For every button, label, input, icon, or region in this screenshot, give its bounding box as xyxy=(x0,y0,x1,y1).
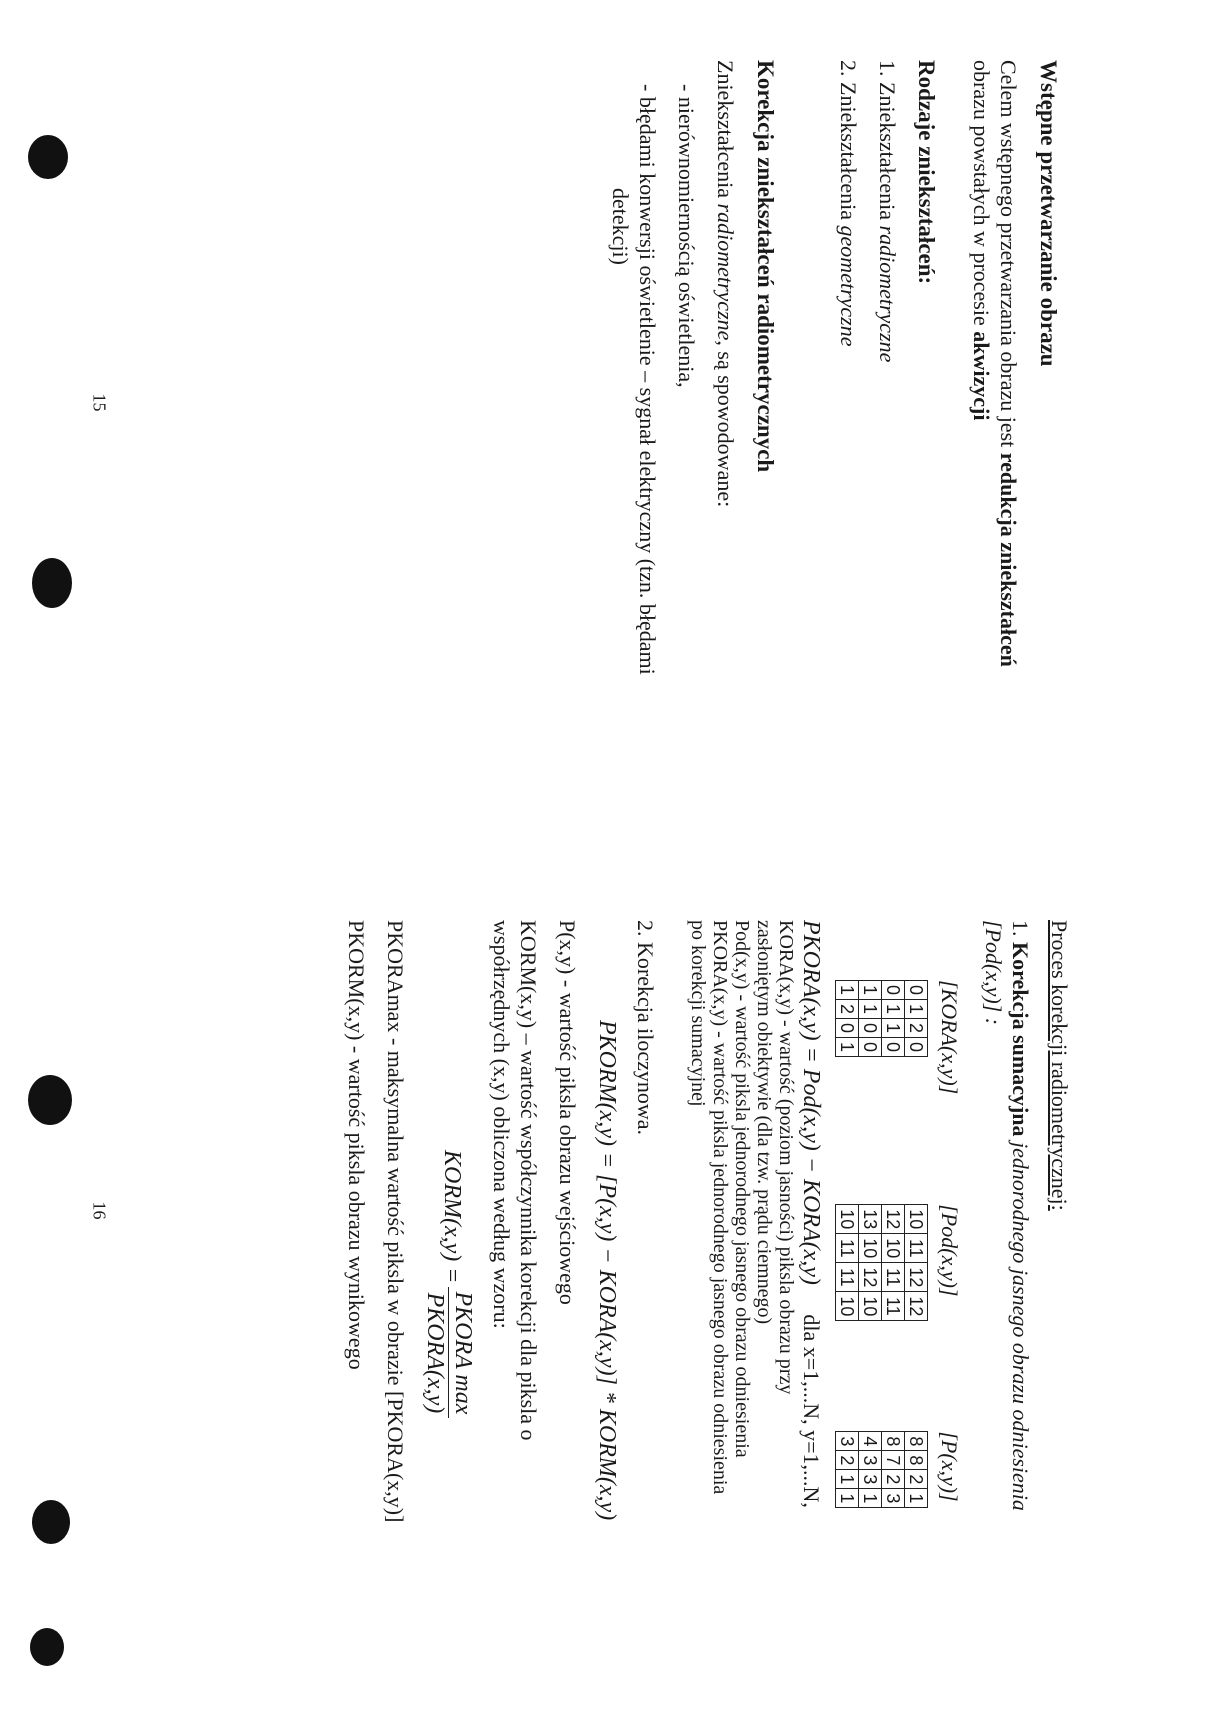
g-kora-table xyxy=(835,980,928,1057)
table-cell: 0 xyxy=(882,981,905,1000)
table-row xyxy=(859,981,882,1057)
table-cell: 10 xyxy=(859,1292,882,1321)
table-cell: 11 xyxy=(836,1263,859,1292)
table-row xyxy=(882,1205,905,1321)
page-title: Wstępne przetwarzanie obrazu xyxy=(1036,60,1061,367)
table-cell: 4 xyxy=(859,1432,882,1451)
grid-pod xyxy=(835,1204,962,1321)
def-pkora-2: po korekcji sumacyjnej xyxy=(687,920,709,1107)
table-row xyxy=(882,981,905,1057)
table-row xyxy=(859,1205,882,1321)
bullet-2-cont: detekcji) xyxy=(608,188,634,265)
table-cell: 0 xyxy=(905,981,928,1000)
table-row xyxy=(836,1432,859,1508)
table-cell: 1 xyxy=(905,1000,928,1019)
table-cell: 3 xyxy=(836,1432,859,1451)
table-cell: 1 xyxy=(836,1038,859,1057)
page-right xyxy=(343,920,1073,1700)
grid-label: [P(x,y)] xyxy=(937,1431,962,1502)
table-cell: 0 xyxy=(859,1038,882,1057)
table-cell: 1 xyxy=(882,1000,905,1019)
bullet-2: - błędami konwersji oświetlenie – sygnał elektryczny (tzn. błędami xyxy=(635,84,661,675)
binder-hole xyxy=(32,1500,70,1544)
table-cell: 11 xyxy=(905,1234,928,1263)
table-cell: 1 xyxy=(882,1019,905,1038)
binder-hole xyxy=(28,1075,72,1125)
table-cell: 7 xyxy=(882,1451,905,1470)
table-cell: 11 xyxy=(882,1263,905,1292)
table-row xyxy=(905,981,928,1057)
page-left xyxy=(607,60,1062,850)
table-row xyxy=(882,1432,905,1508)
table-cell: 10 xyxy=(836,1205,859,1234)
types-heading: Rodzaje zniekształceń: xyxy=(914,60,940,285)
table-cell: 10 xyxy=(836,1292,859,1321)
table-cell: 10 xyxy=(905,1205,928,1234)
table-row xyxy=(859,1432,882,1508)
table-cell: 8 xyxy=(882,1432,905,1451)
def-korm: KORM(x,y) – wartość współczynnika korekcji dla piksla o xyxy=(516,920,541,1441)
table-cell: 8 xyxy=(905,1432,928,1451)
def-pod: Pod(x,y) - wartość piksla jednorodnego jasnego obrazu odniesienia xyxy=(731,920,753,1458)
def-kora-2: zasłoniętym obiektywie (dla tzw. prądu ciemnego) xyxy=(753,920,775,1325)
table-cell: 12 xyxy=(905,1263,928,1292)
type-item-1: 1. Zniekształcenia radiometryczne xyxy=(874,60,900,363)
table-cell: 3 xyxy=(859,1470,882,1489)
type-item-2: 2. Zniekształcenia geometryczne xyxy=(835,60,861,347)
formula-1: PKORA(x,y) = Pod(x,y) − KORA(x,y) dla x=1,...N, y=1,...N, xyxy=(798,920,824,1508)
binder-hole xyxy=(30,1628,64,1666)
page-number-right: 16 xyxy=(89,1201,110,1220)
binder-hole xyxy=(32,558,72,608)
binder-hole xyxy=(28,135,68,179)
table-cell: 8 xyxy=(905,1451,928,1470)
process-heading: Proces korekcji radiometrycznej: xyxy=(1047,920,1072,1211)
grid-row xyxy=(835,980,962,1700)
table-cell: 1 xyxy=(836,1489,859,1508)
table-cell: 1 xyxy=(836,1470,859,1489)
table-cell: 12 xyxy=(905,1292,928,1321)
caused-line: Zniekształcenia radiometryczne, są spowodowane: xyxy=(713,60,739,508)
table-cell: 3 xyxy=(882,1489,905,1508)
table-cell: 2 xyxy=(836,1451,859,1470)
table-row xyxy=(836,1205,859,1321)
table-cell: 10 xyxy=(859,1234,882,1263)
bullet-1: - nierównomiernością oświetlenia, xyxy=(674,84,700,388)
table-cell: 0 xyxy=(859,1019,882,1038)
page-number-left: 15 xyxy=(89,393,110,412)
item-1-line2: [Pod(x,y)] : xyxy=(981,920,1006,1026)
table-row xyxy=(836,981,859,1057)
def-korm-2: współrzędnych (x,y) obliczona według wzoru: xyxy=(489,920,514,1329)
correction-heading: Korekcja zniekształceń radiometrycznych xyxy=(752,60,778,473)
grid-label: [KORA(x,y)] xyxy=(937,980,962,1095)
table-cell: 3 xyxy=(859,1451,882,1470)
table-cell: 1 xyxy=(836,981,859,1000)
table-cell: 2 xyxy=(905,1470,928,1489)
table-cell: 13 xyxy=(859,1205,882,1234)
grid-label: [Pod(x,y)] xyxy=(937,1204,962,1297)
table-cell: 2 xyxy=(882,1470,905,1489)
formula-2: PKORM(x,y) = [P(x,y) − KORA(x,y)] * KORM(x,y) xyxy=(594,1020,620,1521)
table-cell: 2 xyxy=(905,1019,928,1038)
grid-p xyxy=(835,1431,962,1508)
table-cell: 1 xyxy=(859,1489,882,1508)
table-cell: 0 xyxy=(905,1038,928,1057)
g-pod-table xyxy=(835,1204,928,1321)
table-cell: 10 xyxy=(882,1234,905,1263)
item-1: 1. Korekcja sumacyjna jednorodnego jasnego obrazu odniesienia xyxy=(1008,920,1033,1511)
def-max: PKORAmax - maksymalna wartość piksla w obrazie [PKORA(x,y)] xyxy=(383,920,408,1523)
table-cell: 1 xyxy=(859,981,882,1000)
table-row xyxy=(905,1432,928,1508)
table-row xyxy=(905,1205,928,1321)
def-kora: KORA(x,y) - wartość (poziom jasności) piksla obrazu przy xyxy=(775,920,797,1395)
intro-paragraph: Celem wstępnego przetwarzania obrazu jest redukcja zniekształceń obrazu powstałych w procesie akwizycji xyxy=(969,60,1022,667)
table-cell: 11 xyxy=(882,1292,905,1321)
table-cell: 12 xyxy=(859,1263,882,1292)
g-p-table xyxy=(835,1431,928,1508)
table-cell: 12 xyxy=(882,1205,905,1234)
table-cell: 1 xyxy=(859,1000,882,1019)
def-p: P(x,y) - wartość piksla obrazu wejściowego xyxy=(555,920,580,1305)
table-cell: 0 xyxy=(882,1038,905,1057)
table-cell: 1 xyxy=(905,1489,928,1508)
item-2: 2. Korekcja iloczynowa. xyxy=(633,920,658,1136)
formula-3: KORM(x,y) = PKORA max PKORA(x,y) xyxy=(421,920,476,1700)
grid-kora xyxy=(835,980,962,1094)
table-cell: 11 xyxy=(836,1234,859,1263)
def-pkora: PKORA(x,y) - wartość piksla jednorodnego jasnego obrazu odniesienia xyxy=(709,920,731,1495)
table-cell: 2 xyxy=(836,1000,859,1019)
def-pkorm: PKORM(x,y) - wartość piksla obrazu wynikowego xyxy=(344,920,369,1370)
table-cell: 0 xyxy=(836,1019,859,1038)
